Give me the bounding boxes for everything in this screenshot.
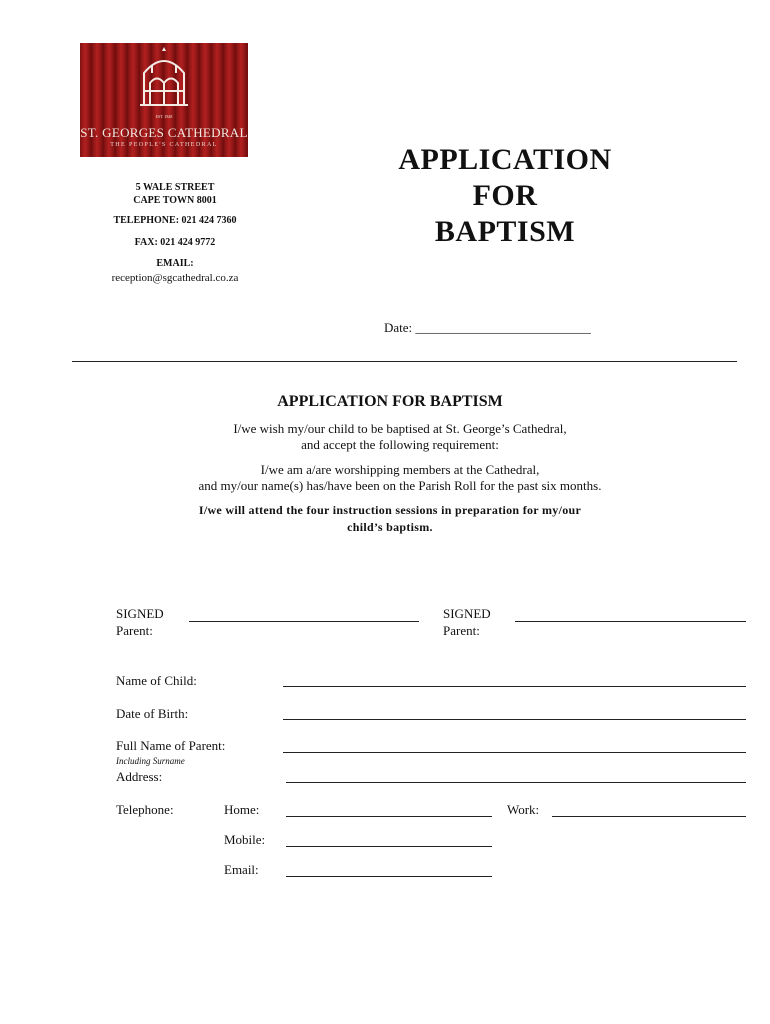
body-bold-line-1: I/we will attend the four instruction sessions in preparation for my/our — [198, 503, 582, 517]
home-label: Home: — [224, 802, 260, 817]
body-line-2: and accept the following requirement: — [301, 437, 499, 452]
divider — [72, 361, 737, 362]
signed-label-1: SIGNED — [116, 606, 164, 621]
email-label: EMAIL: — [156, 258, 194, 269]
name-of-child-label: Name of Child: — [116, 673, 197, 688]
page-title-line-2: FOR — [472, 179, 538, 212]
address-line-1: 5 WALE STREET — [135, 182, 215, 193]
signed-label-2: SIGNED — [443, 606, 491, 621]
body-line-4: and my/our name(s) has/have been on the Parish Roll for the past six months. — [198, 478, 602, 493]
body-bold-line-2: child’s baptism. — [347, 520, 433, 534]
email-line[interactable] — [286, 876, 492, 877]
signature-line-1[interactable] — [189, 621, 419, 622]
cathedral-logo — [80, 43, 248, 157]
name-of-child-line[interactable] — [283, 686, 746, 687]
telephone-label: Telephone: — [116, 802, 174, 817]
body-line-1: I/we wish my/our child to be baptised at St. George’s Cathedral, — [233, 421, 567, 436]
home-phone-line[interactable] — [286, 816, 492, 817]
body-line-3: I/we am a/are worshipping members at the Cathedral, — [260, 462, 540, 477]
page-title-line-1: APPLICATION — [398, 143, 612, 176]
email-address: reception@sgcathedral.co.za — [111, 272, 239, 284]
full-name-parent-label: Full Name of Parent: — [116, 738, 226, 753]
logo-est-text: EST. 1848 — [155, 114, 173, 119]
date-field[interactable]: Date: ___________________________ — [384, 320, 591, 335]
address-line[interactable] — [286, 782, 746, 783]
telephone-info: TELEPHONE: 021 424 7360 — [113, 215, 237, 226]
parent-label-1: Parent: — [116, 623, 153, 638]
signature-line-2[interactable] — [515, 621, 746, 622]
page-title-line-3: BAPTISM — [434, 215, 576, 248]
address-label: Address: — [116, 769, 163, 784]
mobile-line[interactable] — [286, 846, 492, 847]
fax-info: FAX: 021 424 9772 — [134, 237, 216, 248]
date-of-birth-label: Date of Birth: — [116, 706, 189, 721]
full-name-parent-line[interactable] — [283, 752, 746, 753]
logo-name-text: ST. GEORGES CATHEDRAL — [80, 125, 248, 140]
logo-tagline-text: THE PEOPLE'S CATHEDRAL — [110, 142, 218, 148]
work-label: Work: — [507, 802, 540, 817]
section-heading: APPLICATION FOR BAPTISM — [277, 393, 503, 410]
date-of-birth-line[interactable] — [283, 719, 746, 720]
parent-label-2: Parent: — [443, 623, 480, 638]
including-surname-note: Including Surname — [116, 756, 185, 766]
address-line-2: CAPE TOWN 8001 — [133, 195, 217, 206]
mobile-label: Mobile: — [224, 832, 266, 847]
work-phone-line[interactable] — [552, 816, 746, 817]
email-field-label: Email: — [224, 862, 259, 877]
